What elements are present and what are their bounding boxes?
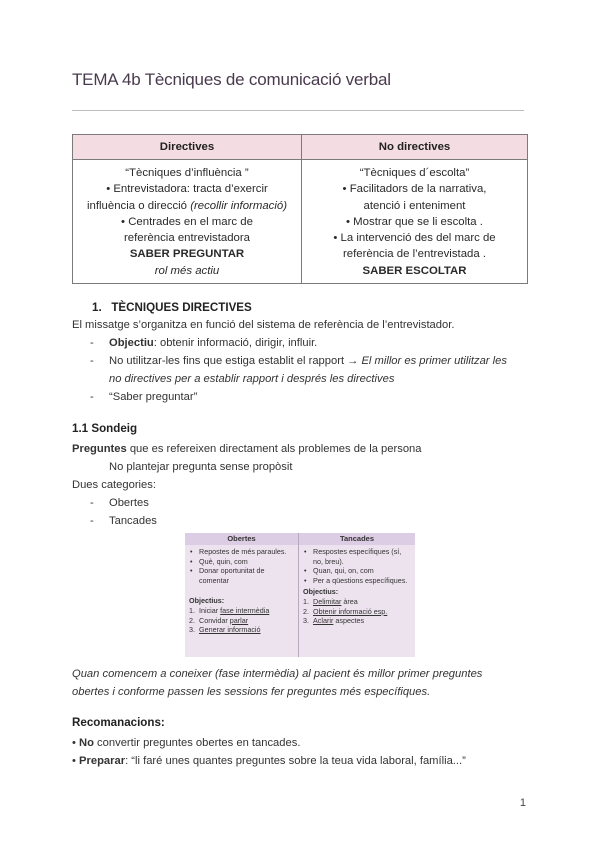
list-item-italic: El millor es primer utilitzar les — [361, 355, 507, 367]
recommendation-text: convertir preguntes obertes en tancades. — [93, 737, 301, 749]
cell-line: • Mostrar que se li escolta . — [346, 215, 483, 228]
objective-item — [189, 625, 295, 635]
objective-num: 2. — [303, 606, 309, 616]
objective-item — [189, 616, 295, 626]
list-dash: - — [90, 355, 94, 367]
recommendation-item: • No convertir preguntes obertes en tancades. — [72, 737, 301, 749]
section-heading — [92, 301, 252, 314]
list-dash: - — [90, 497, 94, 509]
tancades-bullet: • Respostes específiques (sí, no, breu). — [313, 547, 413, 566]
list-item-continuation: no directives per a establir rapport i després les directives — [109, 373, 395, 385]
list-dash: - — [90, 515, 94, 527]
category-item: Tancades — [109, 515, 157, 527]
section-title: TÈCNIQUES DIRECTIVES — [111, 301, 252, 314]
subsection-text: que es refereixen directament als problemes de la persona — [126, 443, 422, 455]
objective-num: 3. — [303, 616, 309, 626]
page-number: 1 — [519, 797, 526, 809]
cell-bold-label: SABER ESCOLTAR — [362, 264, 467, 277]
cell-line — [79, 198, 295, 214]
objective-underlined: Delimitar — [313, 596, 342, 606]
list-item-text: : obtenir informació, dirigir, influir. — [153, 337, 318, 349]
cell-directives — [73, 160, 302, 284]
cell-line: • La intervenció des del marc de — [333, 232, 496, 245]
question-types-image — [185, 533, 415, 657]
subsection-line — [72, 440, 422, 458]
objective-text: Iniciar — [199, 605, 221, 615]
page-title: TEMA 4b Tècniques de comunicació verbal — [72, 70, 391, 89]
tancades-bullets — [303, 547, 413, 585]
cell-line: “Tècniques d´escolta” — [359, 167, 470, 179]
objective-item — [189, 606, 295, 616]
list-item — [109, 352, 507, 370]
cell-line: • Facilitadors de la narrativa, — [342, 183, 487, 196]
category-item: Obertes — [109, 497, 149, 509]
objective-item — [303, 597, 413, 607]
recommendation-text: : “li faré unes quantes preguntes sobre la teua vida laboral, família...” — [125, 755, 466, 767]
list-item-text: No utilitzar-les fins que estiga establit el rapport → — [109, 355, 362, 367]
cell-text: influència o direcció — [86, 199, 191, 212]
cell-line: referència de l’entrevistada . — [342, 248, 487, 261]
objective-underlined: fase intermèdia — [220, 605, 270, 615]
image-header-obertes: Obertes — [185, 533, 298, 545]
objective-text: àrea — [341, 596, 358, 606]
objective-num: 3. — [189, 625, 195, 635]
image-column-obertes — [189, 547, 295, 635]
obertes-objectives-label: Objectius: — [189, 596, 225, 606]
obertes-bullet: • Què, quin, com — [199, 557, 295, 567]
list-item-bold: Objectiu — [109, 337, 154, 349]
comparison-table — [72, 134, 528, 284]
cell-line: referència entrevistadora — [124, 232, 250, 245]
cell-line: • Entrevistadora: tracta d’exercir — [106, 183, 268, 196]
recommendation-bold: Preparar — [79, 755, 126, 767]
obertes-bullets — [189, 547, 295, 585]
image-header-tancades: Tancades — [299, 533, 415, 545]
cell-italic-text: (recollir informació) — [190, 199, 288, 212]
tancades-objectives-label: Objectius: — [303, 587, 339, 597]
list-item — [109, 334, 317, 352]
list-dash: - — [90, 337, 94, 349]
tancades-bullet: • Per a qüestions específiques. — [313, 576, 413, 586]
objective-num: 2. — [189, 615, 195, 625]
obertes-bullet: • Repostes de més paraules. — [199, 547, 295, 557]
objective-item — [303, 616, 413, 626]
cell-line: • Centrades en el marc de — [121, 215, 253, 228]
objective-text: Convidar — [199, 615, 230, 625]
header-directives: Directives — [73, 135, 302, 160]
objective-underlined: Obtenir informació esp. — [313, 606, 388, 616]
objective-underlined: parlar — [229, 615, 249, 625]
recommendation-bold: No — [79, 737, 94, 749]
cell-no-directives — [302, 160, 528, 284]
list-dash: - — [90, 391, 94, 403]
objective-num: 1. — [303, 596, 309, 606]
objective-item — [303, 607, 413, 617]
cell-bold-label: SABER PREGUNTAR — [129, 248, 245, 261]
objective-text: aspectes — [333, 616, 365, 626]
note-line: Quan comencem a coneixer (fase intermèdia) al pacient és millor primer preguntes — [72, 668, 483, 680]
list-item: “Saber preguntar” — [109, 391, 198, 403]
image-column-tancades — [303, 547, 413, 626]
objective-underlined: Generar informació — [199, 625, 261, 635]
image-column-divider — [298, 533, 299, 657]
title-divider — [72, 110, 524, 111]
subsection-line: Dues categories: — [72, 479, 156, 491]
recommendation-item: • Preparar: “li faré unes quantes preguntes sobre la teua vida laboral, família...” — [72, 755, 466, 767]
recommendations-heading: Recomanacions: — [72, 716, 165, 729]
subsection-bold: Preguntes — [72, 443, 127, 455]
subsection-line: No plantejar pregunta sense propòsit — [109, 461, 293, 473]
section-number: 1. — [92, 301, 102, 314]
note-line: obertes i conforme passen les sessions fer preguntes més específiques. — [72, 686, 431, 698]
subsection-heading: 1.1 Sondeig — [72, 422, 138, 435]
objective-underlined: Aclarir — [313, 616, 334, 626]
header-no-directives: No directives — [302, 135, 528, 160]
cell-italic-label: rol més actiu — [154, 264, 220, 277]
section-intro: El missatge s’organitza en funció del sistema de referència de l’entrevistador. — [72, 319, 455, 331]
objective-num: 1. — [189, 605, 195, 615]
obertes-bullet: • Donar oportunitat de comentar — [199, 566, 295, 585]
cell-line: atenció i enteniment — [363, 199, 466, 212]
tancades-bullet: • Quan, qui, on, com — [313, 566, 413, 576]
cell-line: “Tècniques d’influència ” — [125, 167, 249, 179]
